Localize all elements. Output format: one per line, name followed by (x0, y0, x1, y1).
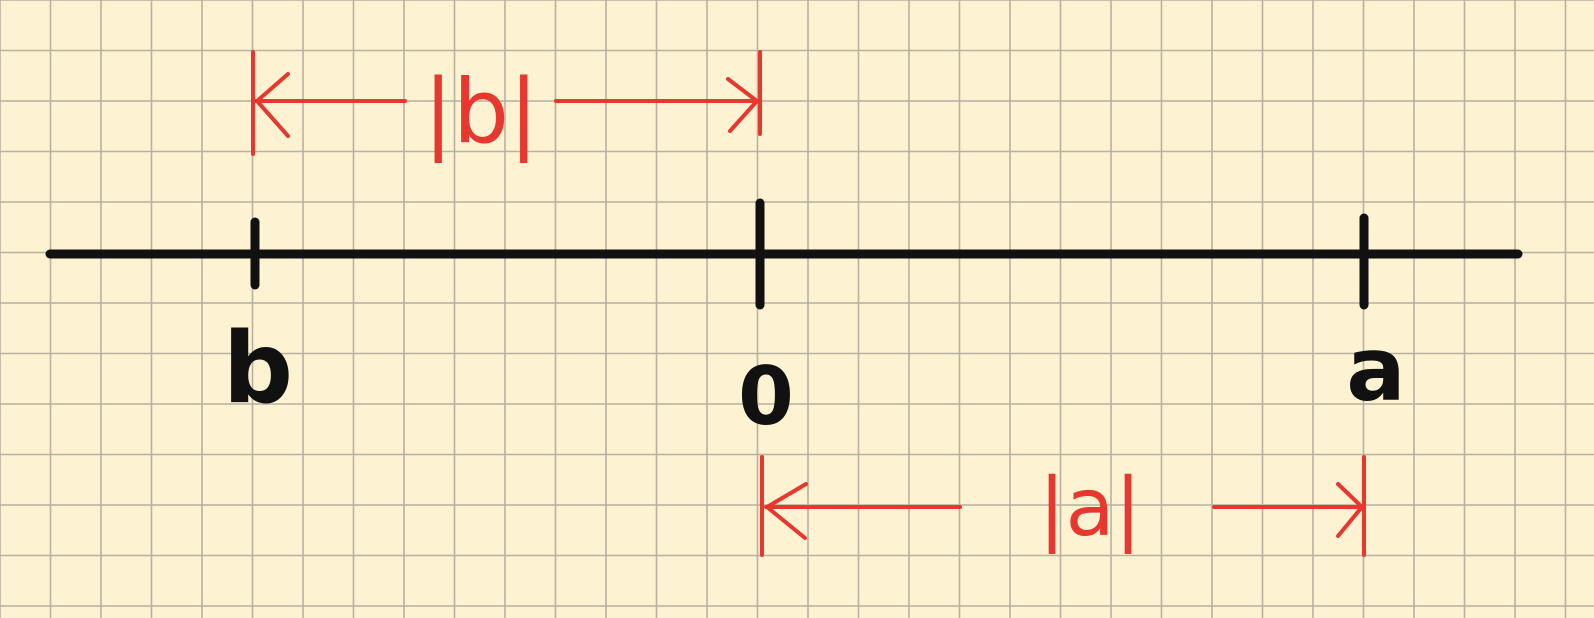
interval-abs-b-label: |b| (423, 60, 539, 163)
point-label-zero: 0 (738, 350, 794, 443)
point-label-b: b (222, 312, 294, 426)
interval-abs-a-label: |a| (1038, 461, 1142, 554)
point-label-a: a (1346, 318, 1406, 421)
